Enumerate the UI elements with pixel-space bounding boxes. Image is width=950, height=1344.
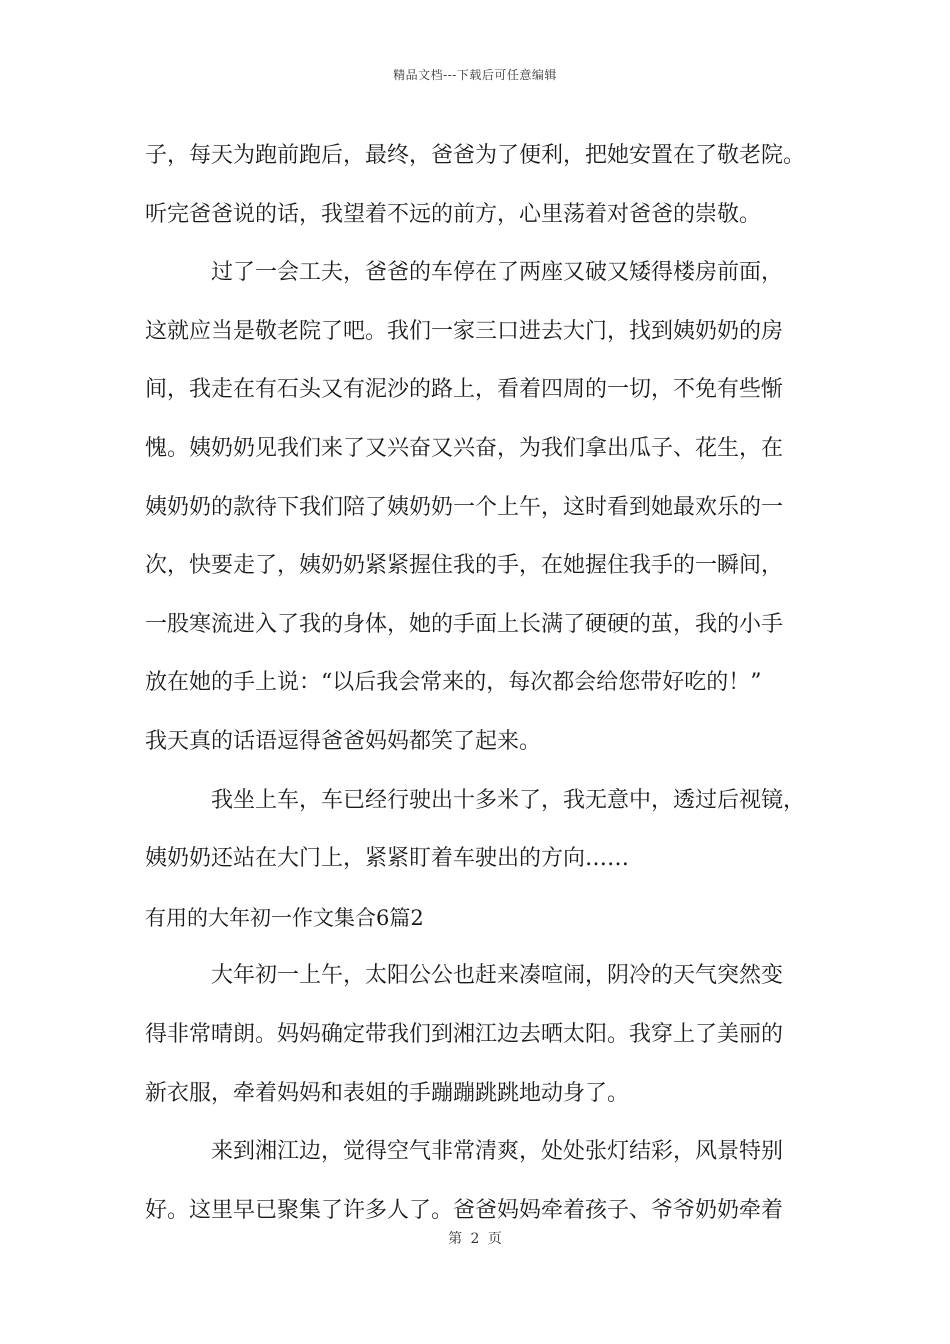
- text-line: 我坐上车，车已经行驶出十多米了，我无意中，透过后视镜，: [211, 787, 806, 813]
- text-line: 好。这里早已聚集了许多人了。爸爸妈妈牵着孩子、爷爷奶奶牵着: [145, 1197, 784, 1223]
- text-line: 次，快要走了，姨奶奶紧紧握住我的手，在她握住我手的一瞬间，: [145, 553, 784, 579]
- text-line: 一股寒流进入了我的身体，她的手面上长满了硬硬的茧，我的小手: [145, 611, 784, 637]
- text-line: 过了一会工夫，爸爸的车停在了两座又破又矮得楼房前面，: [211, 260, 784, 286]
- text-line: 来到湘江边，觉得空气非常清爽，处处张灯结彩，风景特别: [211, 1139, 784, 1165]
- text-line: 大年初一上午，太阳公公也赶来凑喧闹，阴冷的天气突然变: [211, 963, 784, 989]
- page-number-prefix: 第: [448, 1231, 463, 1247]
- text-line: 放在她的手上说：“以后我会常来的，每次都会给您带好吃的！”: [145, 670, 762, 696]
- text-line: 间，我走在有石头又有泥沙的路上，看着四周的一切，不免有些惭: [145, 377, 784, 403]
- page-number-suffix: 页: [487, 1231, 502, 1247]
- text-line: 我天真的话语逗得爸爸妈妈都笑了起来。: [145, 728, 542, 754]
- paragraph-block-2: [145, 947, 835, 1240]
- text-line: 子，每天为跑前跑后，最终，爸爸为了便利，把她安置在了敬老院。: [145, 143, 806, 168]
- paragraph-block-1: [145, 127, 835, 889]
- page-number: 2: [470, 1231, 480, 1247]
- document-body: [145, 127, 835, 1240]
- page-footer: [0, 1228, 950, 1248]
- text-line: 这就应当是敬老院了吧。我们一家三口进去大门，找到姨奶奶的房: [145, 318, 784, 344]
- text-line: 姨奶奶还站在大门上，紧紧盯着车驶出的方向……: [145, 846, 630, 872]
- section-title: 有用的大年初一作文集合6篇2: [145, 905, 424, 930]
- page-header: 精品文档---下载后可任意编辑: [393, 68, 557, 82]
- text-line: 姨奶奶的款待下我们陪了姨奶奶一个上午，这时看到她最欢乐的一: [145, 494, 784, 520]
- text-line: 得非常晴朗。妈妈确定带我们到湘江边去晒太阳。我穿上了美丽的: [145, 1021, 784, 1047]
- text-line: 听完爸爸说的话，我望着不远的前方，心里荡着对爸爸的崇敬。: [145, 201, 762, 227]
- text-line: 新衣服，牵着妈妈和表姐的手蹦蹦跳跳地动身了。: [145, 1080, 630, 1106]
- text-line: 愧。姨奶奶见我们来了又兴奋又兴奋，为我们拿出瓜子、花生，在: [145, 435, 784, 461]
